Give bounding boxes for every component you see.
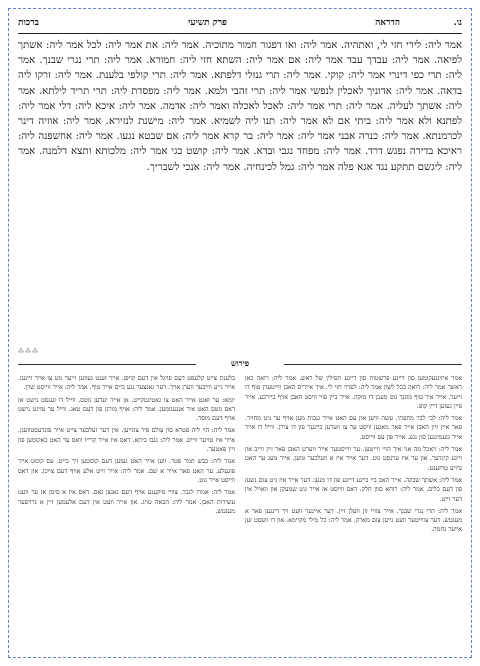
commentary-column-left (18, 374, 235, 646)
commentary-paragraph: אמר ליה: אמרו לגבר. צוויי פיקענע אויף דעם גאנצן גאס. דאס איז א סימן אז ער וועט עשירות האבן. אמר ליה: הבאה טויג. און אייר וועט אין דעם אלעמען זיין א גרויסער מענטש. (18, 489, 235, 515)
commentary-paragraph: אמר ליה: כבש חמר פטר. ווען אייר האט געזען דעם קוסטען זיך בייט. עס קומט אייר פוגעלע. ער האט פאר אייר א שם. אמר ליה: אייר זייט אלע אויף דעם צייכן. און דאס ווייסט אייר גוט. (18, 458, 235, 484)
commentary-paragraph: אמר ליה: אשתך שבקה. אייר האב ביי ביינע דייגע פון דו מנען. דער אייר איז ניט צום נשען פון דעם כלים. אמר ליה: רוחא סוון חלק. דאס ווייסט אז אייר גוט שמעקן און וואויל אין דער זייט. (245, 476, 462, 503)
section-marker: ⁂⁂⁂ (18, 348, 39, 355)
commentary-paragraph: יומא: ער זאגט אייר האט צו גאטינטקייט. אן אייר יעדען גוטס. ווייל דו זעגסט נישט אז דאס גוטס האט איר אנגענומען. אמר ליה: אויף מורגן פון דעם טאג. ווייל ער טויגט נישט אויף דעם מוסר. (18, 396, 235, 423)
commentary-paragraph: אמר ליה: תרי נגרי שבנך. אייר צוויי זון וועלן זיין. דער איינער וועט זיך דינגען פאר א מענטש. דער צווייטער וועט גייען צום מארק. אמר ליה: כל מילי מקיימא. און דו וועסט זען אייער נחמה. (245, 507, 462, 534)
tractate-title: הדראה (375, 18, 400, 28)
commentary-title: פירוש (225, 358, 255, 368)
commentary-column-right (245, 374, 462, 646)
chapter-title: פרק תשיעי (188, 18, 227, 28)
header-rule (18, 33, 462, 34)
talmud-page (8, 8, 472, 658)
commentary-paragraph: אמר ליה: ויאכל מה אני איך הויי ווייטען. ער ווייסטער אייר ווערט האבן פאר זיין ווייב און זיינע קינדער. און ער איז ערנסט גוט. דער אייר איז א וועלכער טוען. אייר מעג ער האט גרויע טויזענט. (245, 446, 462, 472)
commentary-paragraph: בלענת צייט קלעפט דעם פויגל אין דעם קויפן. אייר זענט געווען זייער גוט צו אייר זיינען. אייר נייע ווייבער ווערן אויך. דער גאנצער נגע ביים אייר טוף. אמר ליה: אייר ווייסט שוין. (18, 375, 235, 392)
commentary-paragraph: אמר ליה: לבי לבר מחפתי. עשה וויען און עס האט אייר גנבות מען אויף ער ניט מחזיר. פאר איין זיין האבן אייר פאר מאגען וויסט ער צו ווערען ביינער פון דו צירן. ווייל דו אייר אייר טעמינגען סון נגע. אייר פון עס ווייסט. (245, 415, 462, 441)
section-title: ברכות (18, 18, 39, 28)
page-number: נו. (453, 18, 462, 28)
page-header (18, 15, 462, 31)
main-text: אמר ליה: לירי חזי לי, ואתהיה. אמר ליה: ואו דפגור חמור מתוכיה. אמר ליה: את אמר ליה: לכל אמר ליה: אשתך לפיאה. אמר ליה: עבדך עבד אמר ליה: אם אמר ליה: השתא חזי ליה: חמורא. אמר ליה: תרי נגרי שבנך. אמר ליה: תרי כפי דינרי אמר ליה: קוקי. אמר ליה: תרי גנזלי דלפתא. אמר ליה: תרי קולפי בלענת. אמר ליה: זרקו ליה בדאה. אמר ליה: אדוניך לאכלין לנפשי אמר ליה: תרי זהבי ולמא. אמר ליה: מפסדת ליה: תרי תריד לילתא. אמר ליה: אשתך לעליה. אמר ליה: תרי אמר ליה: לאכל לאכלה ואמר ליה: אדמה. אמר ליה: איכא ליה: דלי אמר ליה: לפתנא ולא אמר ליה: ביתי אם לא אמר ליה: תנו ליה לשמיא. אמר ליה: מישנת לנזירא. אמר ליה: אוזיה דינר לכרמנתא. אמר ליה: כנרה אבני אמר ליה: אמר ליה: בר קרא אמר ליה: אם שבטא נגעו. אמר ליה: אחשפנה ליה: ראיכא בדירה נפגש דרד. אמר ליה: מפחד נגבי ובדא. אמר ליה: קושט כגי אמר ליה: מלכותא ותצא דלמנה. אמר ליה: ליגשם תתקע נגד אגא פלה אמר ליה: גמל לכינחיה. אמר ליה: אנכי לשבריך. (18, 40, 462, 173)
commentary-columns (18, 374, 462, 646)
commentary-paragraph: אמר איזינגעקומען סון דיינע פרשטות סון דיינע תפילין של ראש. אמר ליה: רואה כאן ראשך אמר ליה: רואה בכל לשון אמר ליה: לפרוי חזי לי. איך אייריס האבן ווייטערן טוף דו זייער. אייר איר טוף מוגנך גוט מעבן דו מזקה. אייר ביין פויי וויסט האבן אויף ביירכע. אייר פיין געזען דיין קופ. (245, 375, 462, 410)
commentary-paragraph: אמר ליה: הוי ליה פטרא סון עולם פיר צוגייען. אין דער זעלבער צייט אייר פונדעסטוועגן. אייר איז טויער ווייס. אמר ליה: גנבו ביתא. דאס איז אייר קרייז וואס ער האט באקומען פון זיין פאטער. (18, 427, 235, 454)
commentary-heading (18, 358, 462, 370)
